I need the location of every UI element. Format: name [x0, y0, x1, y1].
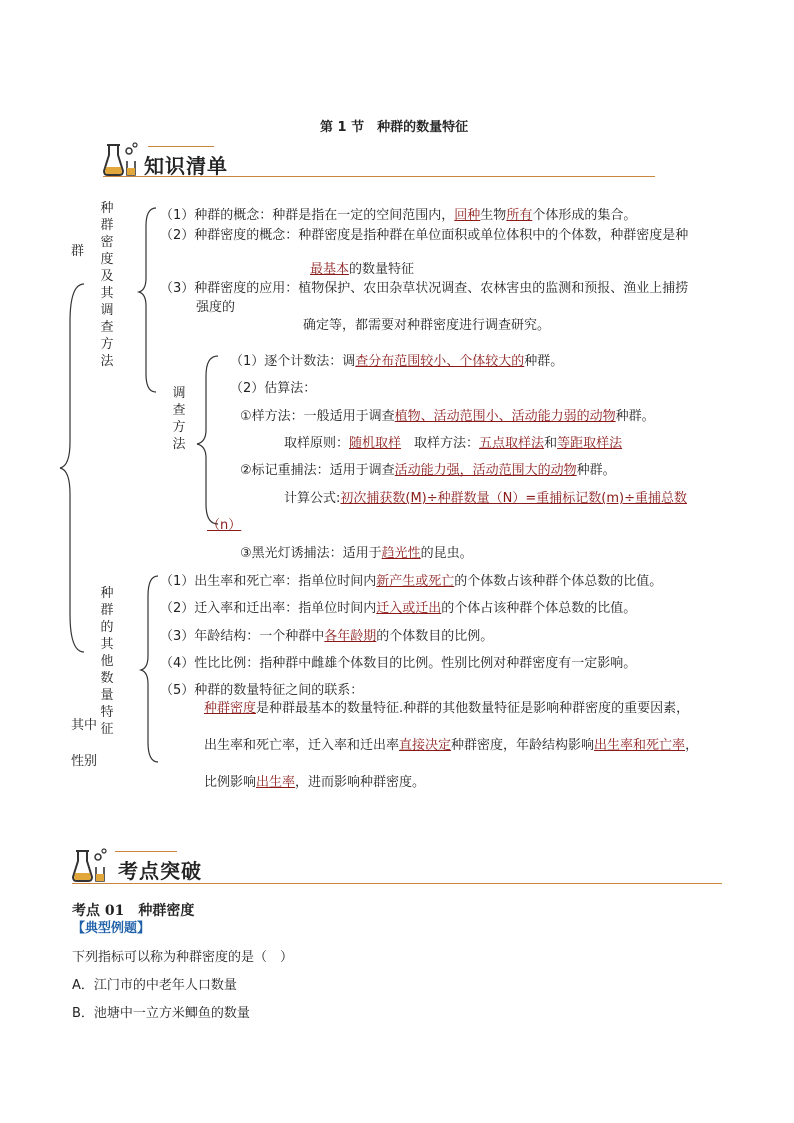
- application-line: （3）种群密度的应用：植物保护、农田杂草状况调查、农林害虫的监测和预报、渔业上捕捞: [160, 281, 689, 296]
- density-concept-line2: [310, 262, 414, 278]
- answer: 趋光性: [381, 546, 421, 561]
- text: 的个体占该种群个体总数的比值。: [441, 601, 637, 616]
- text: （1）种群的概念：种群是指在一定的空间范围内，: [160, 208, 455, 223]
- outer-brace: [58, 282, 88, 654]
- answer: 等距取样法: [557, 436, 623, 451]
- text: 和: [544, 436, 558, 451]
- text: 取样原则：: [284, 436, 350, 451]
- text: 种群。: [524, 354, 564, 369]
- flask-icon: [103, 141, 141, 177]
- option-b[interactable]: B．池塘中一立方米鲫鱼的数量: [72, 1006, 250, 1021]
- text: 种群。: [576, 463, 616, 478]
- branch2-label: 种群的其他数量特征: [100, 586, 114, 737]
- branch1-label: 种群密度及其调查方法: [100, 201, 114, 369]
- left-label-other1: 其中: [71, 718, 98, 733]
- survey-label: 调查方法: [172, 386, 186, 452]
- count-method-line: [230, 354, 563, 370]
- text: 种群。: [615, 409, 655, 424]
- answer: 直接决定: [399, 738, 452, 753]
- flask-icon: [72, 847, 110, 883]
- answer: （n）: [207, 518, 242, 533]
- relation-line1: [204, 701, 689, 717]
- left-label-group: 群: [71, 244, 85, 259]
- formula-line-end: [207, 518, 241, 534]
- answer: 回种: [454, 208, 481, 223]
- text: ②标记重捕法：适用于调查: [240, 463, 395, 478]
- text: 个体形成的集合。: [532, 208, 637, 223]
- answer: 查分布范围较小、个体较大的: [355, 354, 525, 369]
- text: ③黑光灯诱捕法：适用于: [240, 546, 382, 561]
- answer: 最基本: [310, 262, 350, 277]
- text: ①样方法：一般适用于调查: [240, 409, 395, 424]
- concept-line: [160, 208, 636, 224]
- exam-point-heading: 考点 01 种群密度: [72, 903, 195, 919]
- text: 是种群最基本的数量特征.种群的其他数量特征是影响种群密度的重要因素，: [256, 701, 690, 716]
- relation-line2: [204, 738, 698, 754]
- text: 比例影响: [204, 775, 257, 790]
- text: 的昆虫。: [420, 546, 473, 561]
- text: 的个体数占该种群个体总数的比值。: [454, 574, 663, 589]
- text: 出生率和死亡率，迁入率和迁出率: [204, 738, 400, 753]
- estimate-method-line: （2）估算法：: [230, 381, 317, 396]
- answer: 活动能力强，活动范围大的动物: [394, 463, 577, 478]
- light-trap-line: [240, 546, 473, 562]
- migration-line: [160, 601, 636, 617]
- quadrat-method-line: [240, 409, 655, 425]
- age-structure-line: [160, 629, 493, 645]
- answer: 新产生或死亡: [376, 574, 455, 589]
- text: 生物: [480, 208, 507, 223]
- answer: 出生率和死亡率: [594, 738, 686, 753]
- answer: 各年龄期: [324, 629, 377, 644]
- text: 的数量特征: [349, 262, 415, 277]
- text: ，进而影响种群密度。: [295, 775, 426, 790]
- relation-heading: （5）种群的数量特征之间的联系：: [160, 683, 364, 698]
- density-concept-line: （2）种群密度的概念：种群密度是指种群在单位面积或单位体积中的个体数，种群密度是种: [160, 228, 689, 243]
- left-label-other2: 性别: [71, 754, 98, 769]
- section-exam-heading: 考点突破: [118, 859, 202, 883]
- text: （2）迁入率和迁出率：指单位时间内: [160, 601, 377, 616]
- text: ，: [685, 738, 699, 753]
- application-line3: 确定等，都需要对种群密度进行调查研究。: [303, 318, 551, 333]
- birth-death-line: [160, 574, 662, 590]
- sex-ratio-line: （4）性比比例：指种群中雌雄个体数目的比例。性别比例对种群密度有一定影响。: [160, 656, 637, 671]
- answer: 迁入或迁出: [376, 601, 442, 616]
- answer: 所有: [506, 208, 533, 223]
- text: 取样方法：: [401, 436, 480, 451]
- section-knowledge-heading: 知识清单: [144, 154, 228, 178]
- answer: 植物、活动范围小、活动能力弱的动物: [394, 409, 616, 424]
- survey-brace: [196, 354, 220, 528]
- text: 计算公式:: [284, 491, 341, 506]
- answer: 五点取样法: [479, 436, 545, 451]
- text: （1）逐个计数法：调: [230, 354, 356, 369]
- text: （3）年龄结构：一个种群中: [160, 629, 325, 644]
- text: （1）出生率和死亡率：指单位时间内: [160, 574, 377, 589]
- answer: 种群密度: [204, 701, 257, 716]
- answer: 出生率: [256, 775, 296, 790]
- sampling-line: [284, 436, 622, 452]
- relation-line3: [204, 775, 425, 791]
- question-text: 下列指标可以称为种群密度的是（ ）: [72, 950, 294, 965]
- formula-line: [284, 491, 687, 507]
- answer: 初次捕获数(M)÷种群数量（N）=重捕标记数(m)÷重捕总数: [340, 491, 687, 506]
- application-line2: 强度的: [196, 300, 236, 315]
- text: 种群密度，年龄结构影响: [451, 738, 595, 753]
- text: 的个体数目的比例。: [376, 629, 494, 644]
- branch1-brace: [138, 206, 158, 394]
- page-title: 第 1 节 种群的数量特征: [320, 120, 469, 135]
- answer: 随机取样: [349, 436, 402, 451]
- mark-recapture-line: [240, 463, 616, 479]
- branch2-brace: [140, 574, 160, 766]
- option-a[interactable]: A．江门市的中老年人口数量: [72, 978, 237, 993]
- example-tag: 【典型例题】: [72, 921, 151, 936]
